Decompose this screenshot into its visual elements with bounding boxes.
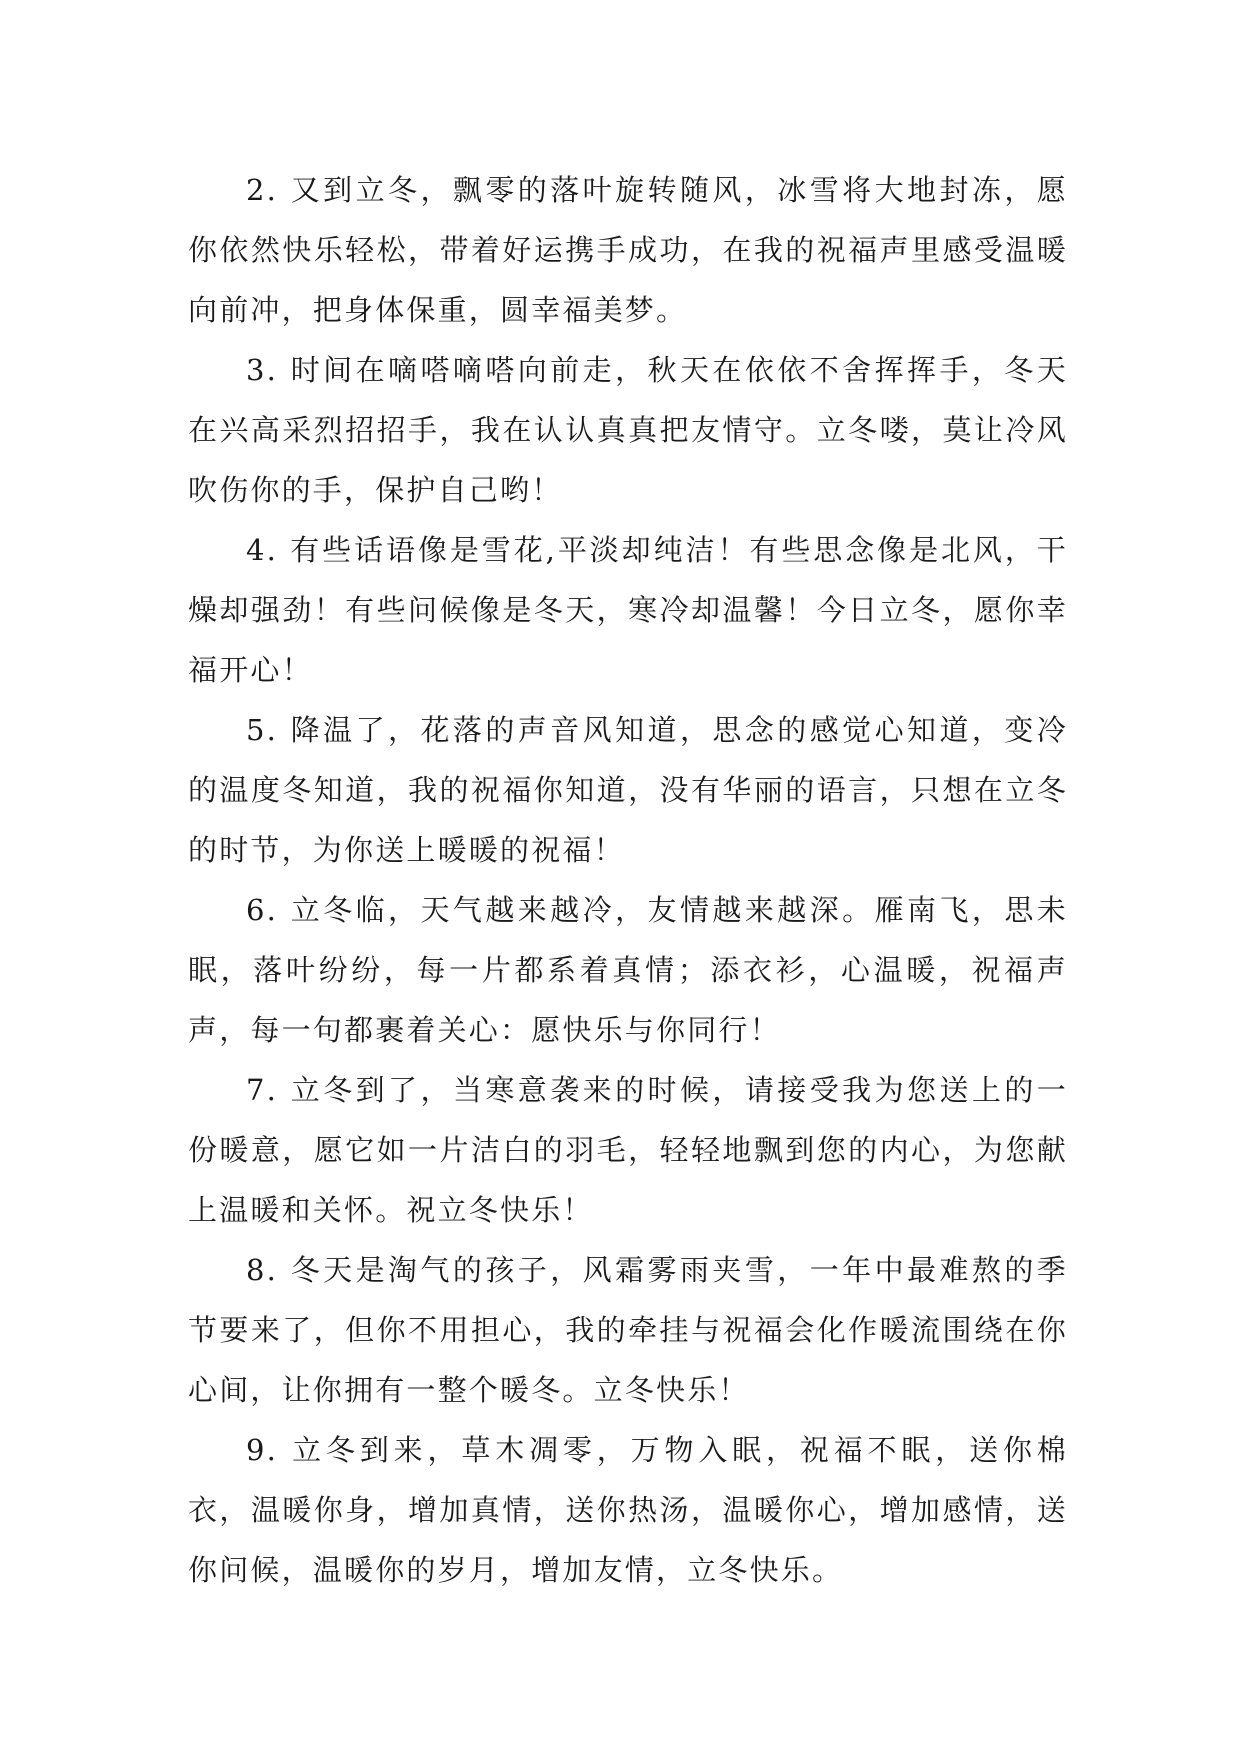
paragraph-7: 7. 立冬到了，当寒意袭来的时候，请接受我为您送上的一份暖意，愿它如一片洁白的羽毛，轻轻地飘到您的内心，为您献上温暖和关怀。祝立冬快乐！ [188, 1073, 1068, 1227]
document-body [188, 160, 1068, 1600]
paragraph-2: 2. 又到立冬，飘零的落叶旋转随风，冰雪将大地封冻，愿你依然快乐轻松，带着好运携手成功，在我的祝福声里感受温暖向前冲，把身体保重，圆幸福美梦。 [188, 173, 1068, 327]
paragraph-6: 6. 立冬临，天气越来越冷，友情越来越深。雁南飞，思未眠，落叶纷纷，每一片都系着真情；添衣衫，心温暖，祝福声声，每一句都裹着关心：愿快乐与你同行！ [188, 893, 1068, 1047]
paragraph-8: 8. 冬天是淘气的孩子，风霜雾雨夹雪，一年中最难熬的季节要来了，但你不用担心，我的牵挂与祝福会化作暖流围绕在你心间，让你拥有一整个暖冬。立冬快乐！ [188, 1253, 1068, 1407]
paragraph-4: 4. 有些话语像是雪花,平淡却纯洁！有些思念像是北风，干燥却强劲！有些问候像是冬天，寒冷却温馨！今日立冬，愿你幸福开心！ [188, 533, 1068, 687]
paragraph-3: 3. 时间在嘀嗒嘀嗒向前走，秋天在依依不舍挥挥手，冬天在兴高采烈招招手，我在认认真真把友情守。立冬喽，莫让冷风吹伤你的手，保护自己哟！ [188, 353, 1068, 507]
paragraph-5: 5. 降温了，花落的声音风知道，思念的感觉心知道，变冷的温度冬知道，我的祝福你知道，没有华丽的语言，只想在立冬的时节，为你送上暖暖的祝福！ [188, 713, 1068, 867]
paragraph-9: 9. 立冬到来，草木凋零，万物入眠，祝福不眠，送你棉衣，温暖你身，增加真情，送你热汤，温暖你心，增加感情，送你问候，温暖你的岁月，增加友情，立冬快乐。 [188, 1433, 1068, 1587]
